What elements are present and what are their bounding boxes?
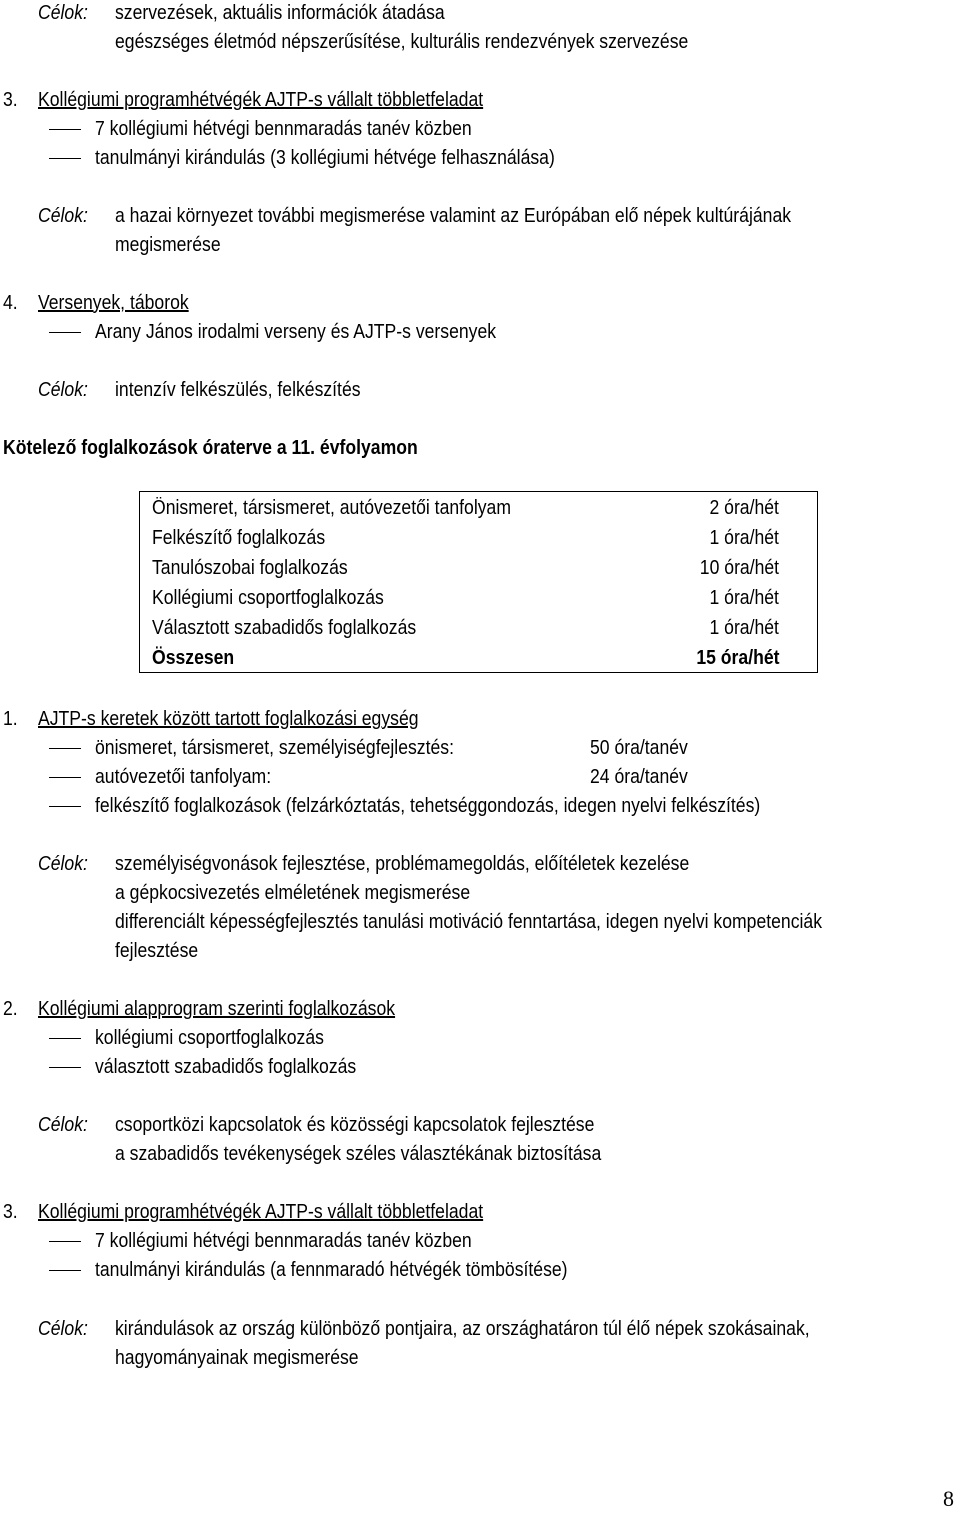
celok-label: Célok: [38,1318,88,1340]
row-label: Önismeret, társismeret, autóvezetői tanfolyam [152,497,511,519]
list-item: Arany János irodalmi verseny és AJTP-s versenyek [95,321,497,343]
list-item: kollégiumi csoportfoglalkozás [95,1027,324,1049]
list-item: önismeret, társismeret, személyiségfejlesztés: [95,737,454,759]
row-label: Felkészítő foglalkozás [152,527,326,549]
celok-label: Célok: [38,379,88,401]
table-row [152,493,779,523]
dash-bullet [49,1067,81,1068]
table-row-total [152,643,779,673]
celok-text: csoportközi kapcsolatok és közösségi kapcsolatok fejlesztése [115,1114,595,1136]
dash-bullet [49,777,81,778]
section-title: AJTP-s keretek között tartott foglalkozási egység [38,708,419,730]
row-value: 1 óra/hét [709,617,779,639]
celok-text: fejlesztése [115,940,199,962]
section-title: Versenyek, táborok [38,292,189,314]
row-value: 2 óra/hét [709,497,779,519]
dash-bullet [49,129,81,130]
celok-text: intenzív felkészülés, felkészítés [115,379,361,401]
celok-text: megismerése [115,234,221,256]
section-title: Kollégiumi programhétvégék AJTP-s vállalt többletfeladat [38,89,484,111]
dash-bullet [49,332,81,333]
schedule-heading: Kötelező foglalkozások óraterve a 11. évfolyamon [3,437,418,459]
list-item: felkészítő foglalkozások (felzárkóztatás, tehetséggondozás, idegen nyelvi felkészítés) [95,795,761,817]
list-item: 7 kollégiumi hétvégi bennmaradás tanév közben [95,118,472,140]
dash-bullet [49,1241,81,1242]
celok-text: a gépkocsivezetés elméletének megismerése [115,882,471,904]
celok-text: a hazai környezet további megismerése valamint az Európában elő népek kultúrájának [115,205,792,227]
dash-bullet [49,1038,81,1039]
table-row [152,553,779,583]
list-item: tanulmányi kirándulás (a fennmaradó hétvégék tömbösítése) [95,1259,568,1281]
intro-line-1: szervezések, aktuális információk átadása [115,2,445,24]
celok-text: kirándulások az ország különböző pontjaira, az országhatáron túl élő népek szokásainak, [115,1318,810,1340]
section-title: Kollégiumi programhétvégék AJTP-s vállalt többletfeladat [38,1201,484,1223]
row-label: Összesen [152,647,235,669]
dash-bullet [49,158,81,159]
section-number: 3. [3,89,18,111]
intro-line-2: egészséges életmód népszerűsítése, kulturális rendezvények szervezése [115,31,689,53]
celok-text: hagyományainak megismerése [115,1347,359,1369]
dash-bullet [49,748,81,749]
section-number: 2. [3,998,18,1020]
section-number: 1. [3,708,18,730]
page-number: 8 [943,1486,954,1511]
celok-label: Célok: [38,853,88,875]
section-number: 4. [3,292,18,314]
list-item: választott szabadidős foglalkozás [95,1056,357,1078]
celok-label: Célok: [38,205,88,227]
table-row [152,613,779,643]
dash-bullet [49,806,81,807]
list-item-value: 24 óra/tanév [590,766,688,788]
list-item: autóvezetői tanfolyam: [95,766,272,788]
list-item: 7 kollégiumi hétvégi bennmaradás tanév közben [95,1230,472,1252]
celok-text: a szabadidős tevékenységek széles választékának biztosítása [115,1143,602,1165]
section-number: 3. [3,1201,18,1223]
list-item: tanulmányi kirándulás (3 kollégiumi hétvége felhasználása) [95,147,555,169]
celok-label: Célok: [38,2,88,24]
row-value: 10 óra/hét [699,557,779,579]
row-value: 1 óra/hét [709,527,779,549]
celok-text: személyiségvonások fejlesztése, problémamegoldás, előítéletek kezelése [115,853,690,875]
row-value: 1 óra/hét [709,587,779,609]
celok-label: Célok: [38,1114,88,1136]
dash-bullet [49,1270,81,1271]
list-item-value: 50 óra/tanév [590,737,688,759]
row-label: Tanulószobai foglalkozás [152,557,348,579]
celok-text: differenciált képességfejlesztés tanulási motiváció fenntartása, idegen nyelvi kompetenciák [115,911,823,933]
schedule-table [139,491,818,673]
row-label: Választott szabadidős foglalkozás [152,617,417,639]
row-value: 15 óra/hét [695,647,779,669]
table-row [152,523,779,553]
table-row [152,583,779,613]
section-title: Kollégiumi alapprogram szerinti foglalkozások [38,998,396,1020]
row-label: Kollégiumi csoportfoglalkozás [152,587,384,609]
